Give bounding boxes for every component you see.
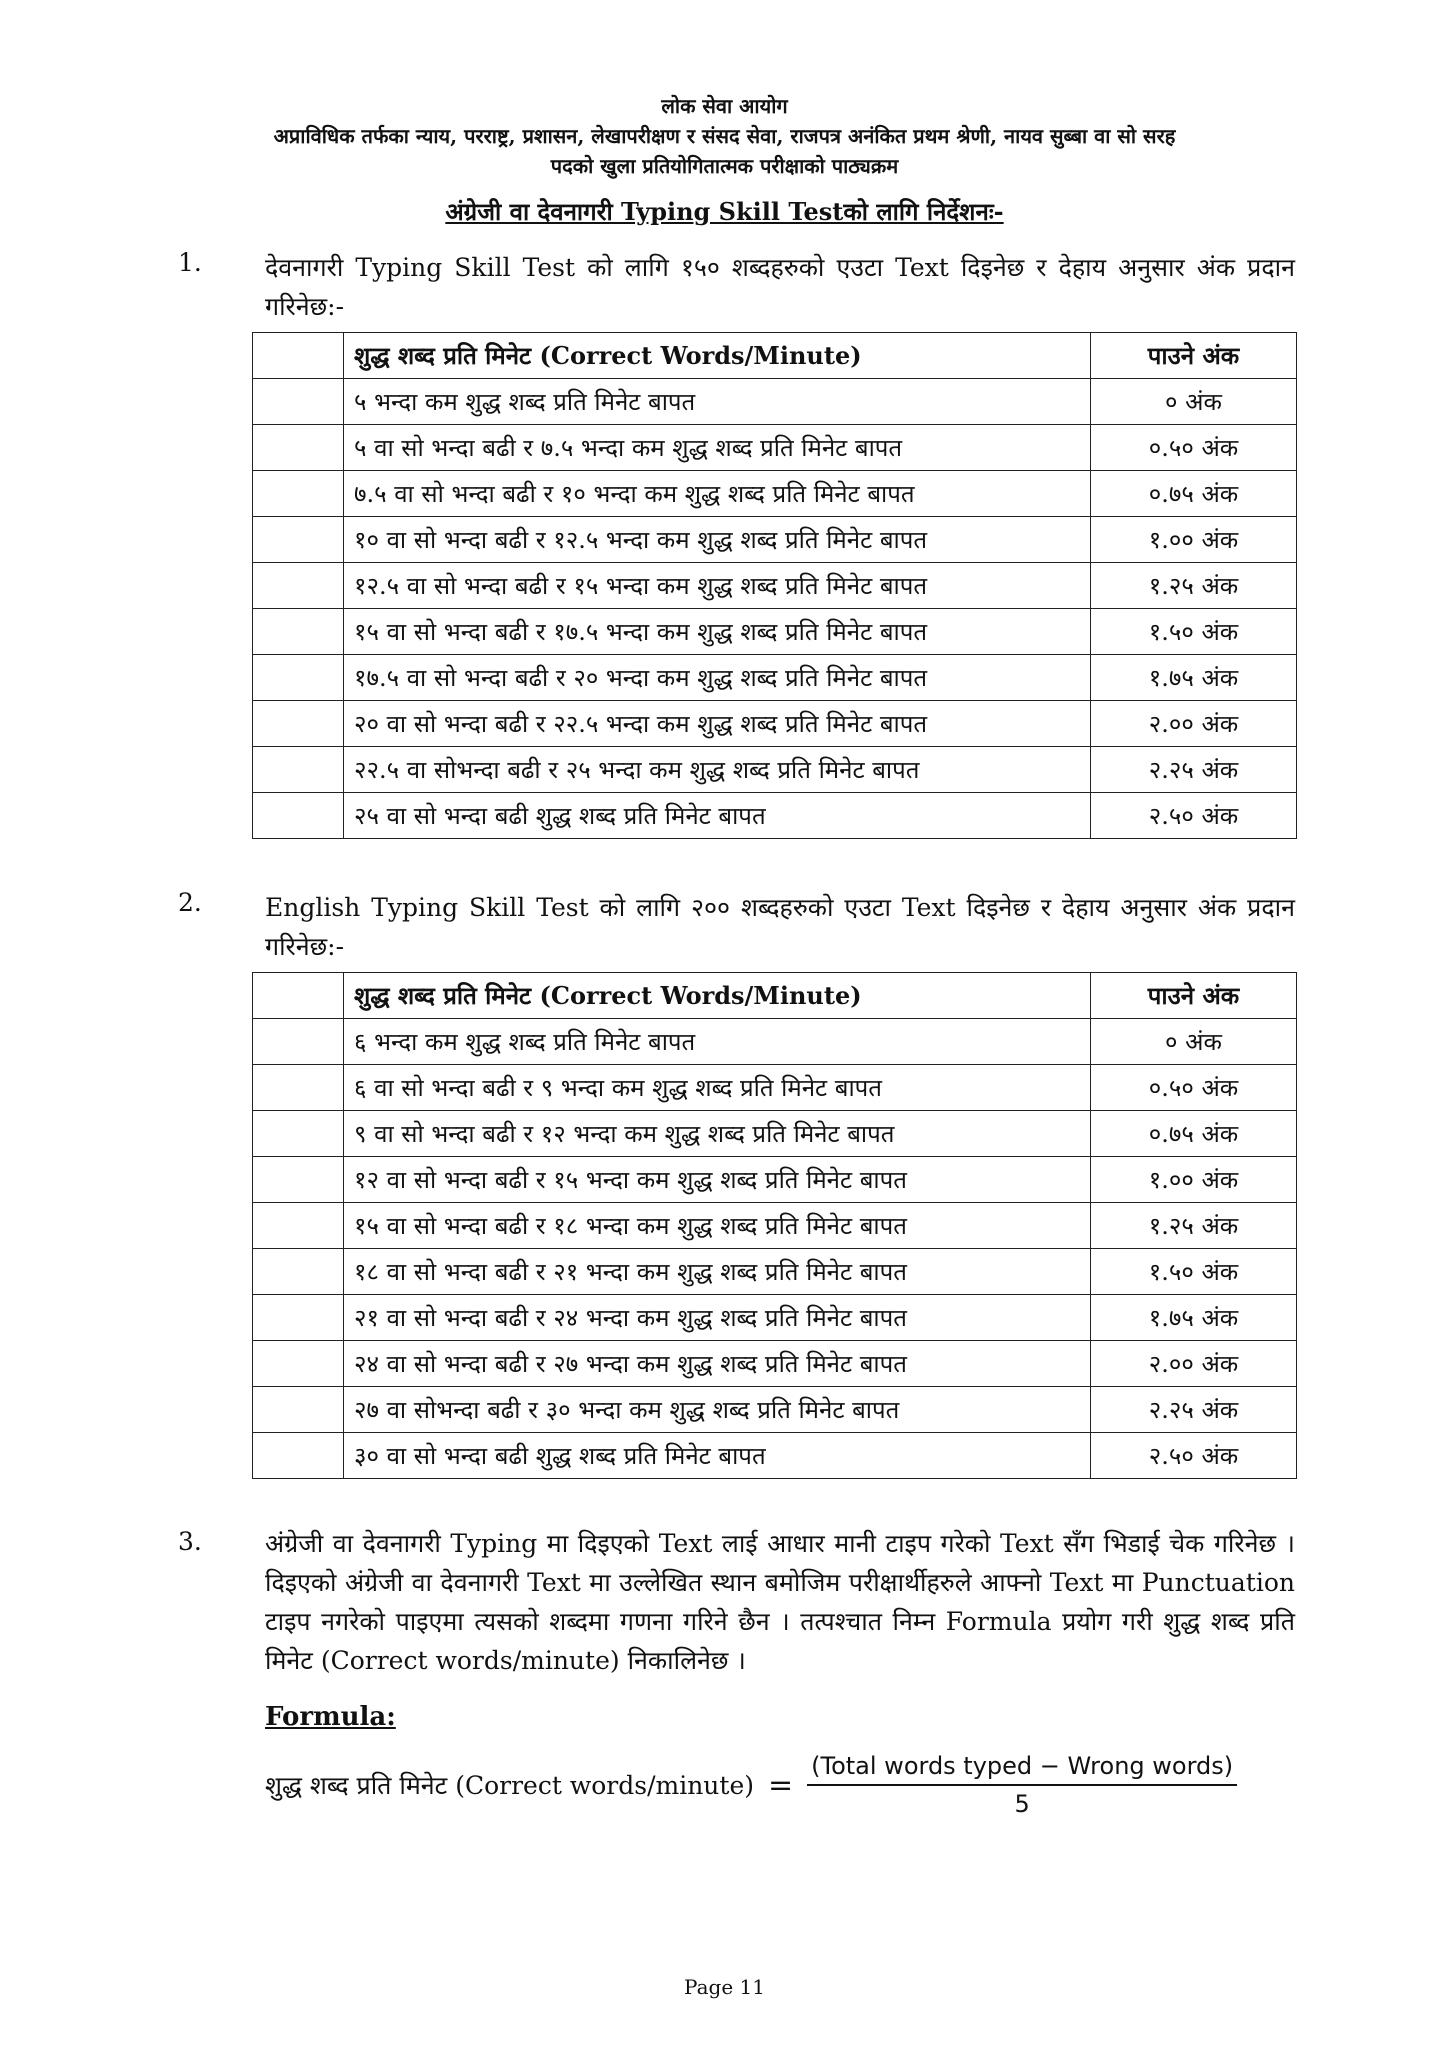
speed-cell: २२.५ वा सोभन्दा बढी र २५ भन्दा कम शुद्ध शब्द प्रति मिनेट बापत (344, 747, 1091, 793)
page-number: Page 11 (684, 1975, 765, 1999)
english-score-table (252, 972, 1297, 1479)
table-row (253, 1111, 1297, 1157)
item-number: 3. (178, 1527, 202, 1556)
table-row (253, 471, 1297, 517)
formula-lhs: शुद्ध शब्द प्रति मिनेट (Correct words/minute) (265, 1771, 754, 1800)
marks-cell: ०.७५ अंक (1091, 471, 1297, 517)
table-row (253, 701, 1297, 747)
empty-cell (253, 379, 344, 425)
empty-cell (253, 517, 344, 563)
empty-cell (253, 425, 344, 471)
table-row (253, 1341, 1297, 1387)
table-row (253, 1019, 1297, 1065)
marks-cell: ० अंक (1091, 379, 1297, 425)
marks-cell: १.५० अंक (1091, 609, 1297, 655)
speed-cell: २१ वा सो भन्दा बढी र २४ भन्दा कम शुद्ध शब्द प्रति मिनेट बापत (344, 1295, 1091, 1341)
marks-cell: २.०० अंक (1091, 1341, 1297, 1387)
speed-cell: ३० वा सो भन्दा बढी शुद्ध शब्द प्रति मिनेट बापत (344, 1433, 1091, 1479)
item-text: English Typing Skill Test को लागि २०० शब्दहरुको एउटा Text दिइनेछ र देहाय अनुसार अंक प्रदान गरिनेछ:- (265, 893, 1295, 961)
marks-cell: ०.७५ अंक (1091, 1111, 1297, 1157)
formula-fraction (807, 1752, 1237, 1818)
marks-cell: १.२५ अंक (1091, 563, 1297, 609)
empty-cell (253, 1433, 344, 1479)
formula-denominator: 5 (1014, 1790, 1030, 1818)
empty-cell (253, 1019, 344, 1065)
marks-cell: १.०० अंक (1091, 517, 1297, 563)
empty-cell (253, 1341, 344, 1387)
empty-cell (253, 973, 344, 1019)
table-row (253, 379, 1297, 425)
table-row (253, 747, 1297, 793)
empty-cell (253, 1387, 344, 1433)
marks-cell: ०.५० अंक (1091, 1065, 1297, 1111)
column-header-marks: पाउने अंक (1091, 973, 1297, 1019)
speed-cell: ६ भन्दा कम शुद्ध शब्द प्रति मिनेट बापत (344, 1019, 1091, 1065)
speed-cell: १० वा सो भन्दा बढी र १२.५ भन्दा कम शुद्ध शब्द प्रति मिनेट बापत (344, 517, 1091, 563)
table-header-row (253, 333, 1297, 379)
marks-cell: २.२५ अंक (1091, 747, 1297, 793)
speed-cell: ७.५ वा सो भन्दा बढी र १० भन्दा कम शुद्ध शब्द प्रति मिनेट बापत (344, 471, 1091, 517)
equals-sign: = (768, 1767, 794, 1803)
empty-cell (253, 333, 344, 379)
marks-cell: २.५० अंक (1091, 1433, 1297, 1479)
item-text: अंग्रेजी वा देवनागरी Typing मा दिइएको Text लाई आधार मानी टाइप गरेको Text सँग भिडाई चेक गरिनेछ । दिइएको अंग्रेजी वा देवनागरी Text मा उल्लेखित स्थान बमोजिम परीक्षार्थीहरुले आफ्नो Text मा Punctuation टाइप नगरेको पाइएमा त्यसको शब्दमा गणना गरिने छैन । तत्पश्चात निम्न Formula प्रयोग गरी शुद्ध शब्द प्रति मिनेट (Correct words/minute) निकालिनेछ । (265, 1529, 1295, 1675)
column-header-speed: शुद्ध शब्द प्रति मिनेट (Correct Words/Minute) (344, 973, 1091, 1019)
header-subtitle: अप्राविधिक तर्फका न्याय, परराष्ट्र, प्रशासन, लेखापरीक्षण र संसद सेवा, राजपत्र अनंकित प्रथम श्रेणी, नायव सुब्बा वा सो सरह (273, 124, 1176, 148)
table-row (253, 563, 1297, 609)
table-header-row (253, 973, 1297, 1019)
table-row (253, 655, 1297, 701)
marks-cell: १.२५ अंक (1091, 1203, 1297, 1249)
column-header-marks: पाउने अंक (1091, 333, 1297, 379)
empty-cell (253, 1111, 344, 1157)
page-title: अंग्रेजी वा देवनागरी Typing Skill Testको लागि निर्देशनः- (445, 197, 1004, 226)
marks-cell: ० अंक (1091, 1019, 1297, 1065)
table-row (253, 793, 1297, 839)
empty-cell (253, 655, 344, 701)
speed-cell: ६ वा सो भन्दा बढी र ९ भन्दा कम शुद्ध शब्द प्रति मिनेट बापत (344, 1065, 1091, 1111)
empty-cell (253, 1249, 344, 1295)
empty-cell (253, 563, 344, 609)
formula (265, 1752, 1237, 1818)
header-syllabus: पदको खुला प्रतियोगितात्मक परीक्षाको पाठ्यक्रम (550, 154, 899, 178)
empty-cell (253, 609, 344, 655)
table-row (253, 425, 1297, 471)
empty-cell (253, 1203, 344, 1249)
organization-name: लोक सेवा आयोग (661, 94, 788, 118)
empty-cell (253, 747, 344, 793)
empty-cell (253, 471, 344, 517)
marks-cell: २.०० अंक (1091, 701, 1297, 747)
table-row (253, 1433, 1297, 1479)
formula-label: Formula: (265, 1702, 396, 1732)
formula-numerator: (Total words typed − Wrong words) (807, 1752, 1237, 1786)
marks-cell: २.५० अंक (1091, 793, 1297, 839)
table-row (253, 1203, 1297, 1249)
item-number: 1. (178, 248, 202, 277)
speed-cell: १२.५ वा सो भन्दा बढी र १५ भन्दा कम शुद्ध शब्द प्रति मिनेट बापत (344, 563, 1091, 609)
table-row (253, 1157, 1297, 1203)
table-row (253, 1387, 1297, 1433)
marks-cell: १.५० अंक (1091, 1249, 1297, 1295)
speed-cell: २४ वा सो भन्दा बढी र २७ भन्दा कम शुद्ध शब्द प्रति मिनेट बापत (344, 1341, 1091, 1387)
speed-cell: २० वा सो भन्दा बढी र २२.५ भन्दा कम शुद्ध शब्द प्रति मिनेट बापत (344, 701, 1091, 747)
empty-cell (253, 1157, 344, 1203)
table-row (253, 1065, 1297, 1111)
empty-cell (253, 793, 344, 839)
marks-cell: १.७५ अंक (1091, 1295, 1297, 1341)
marks-cell: ०.५० अंक (1091, 425, 1297, 471)
speed-cell: १५ वा सो भन्दा बढी र १८ भन्दा कम शुद्ध शब्द प्रति मिनेट बापत (344, 1203, 1091, 1249)
speed-cell: १७.५ वा सो भन्दा बढी र २० भन्दा कम शुद्ध शब्द प्रति मिनेट बापत (344, 655, 1091, 701)
item-number: 2. (178, 888, 202, 917)
item-text: देवनागरी Typing Skill Test को लागि १५० शब्दहरुको एउटा Text दिइनेछ र देहाय अनुसार अंक प्रदान गरिनेछ:- (265, 253, 1295, 321)
marks-cell: २.२५ अंक (1091, 1387, 1297, 1433)
column-header-speed: शुद्ध शब्द प्रति मिनेट (Correct Words/Minute) (344, 333, 1091, 379)
speed-cell: २५ वा सो भन्दा बढी शुद्ध शब्द प्रति मिनेट बापत (344, 793, 1091, 839)
speed-cell: २७ वा सोभन्दा बढी र ३० भन्दा कम शुद्ध शब्द प्रति मिनेट बापत (344, 1387, 1091, 1433)
speed-cell: १८ वा सो भन्दा बढी र २१ भन्दा कम शुद्ध शब्द प्रति मिनेट बापत (344, 1249, 1091, 1295)
empty-cell (253, 1295, 344, 1341)
table-row (253, 517, 1297, 563)
speed-cell: १२ वा सो भन्दा बढी र १५ भन्दा कम शुद्ध शब्द प्रति मिनेट बापत (344, 1157, 1091, 1203)
empty-cell (253, 701, 344, 747)
speed-cell: १५ वा सो भन्दा बढी र १७.५ भन्दा कम शुद्ध शब्द प्रति मिनेट बापत (344, 609, 1091, 655)
table-row (253, 609, 1297, 655)
table-row (253, 1295, 1297, 1341)
marks-cell: १.७५ अंक (1091, 655, 1297, 701)
speed-cell: ५ भन्दा कम शुद्ध शब्द प्रति मिनेट बापत (344, 379, 1091, 425)
speed-cell: ५ वा सो भन्दा बढी र ७.५ भन्दा कम शुद्ध शब्द प्रति मिनेट बापत (344, 425, 1091, 471)
table-row (253, 1249, 1297, 1295)
speed-cell: ९ वा सो भन्दा बढी र १२ भन्दा कम शुद्ध शब्द प्रति मिनेट बापत (344, 1111, 1091, 1157)
devanagari-score-table (252, 332, 1297, 839)
marks-cell: १.०० अंक (1091, 1157, 1297, 1203)
empty-cell (253, 1065, 344, 1111)
